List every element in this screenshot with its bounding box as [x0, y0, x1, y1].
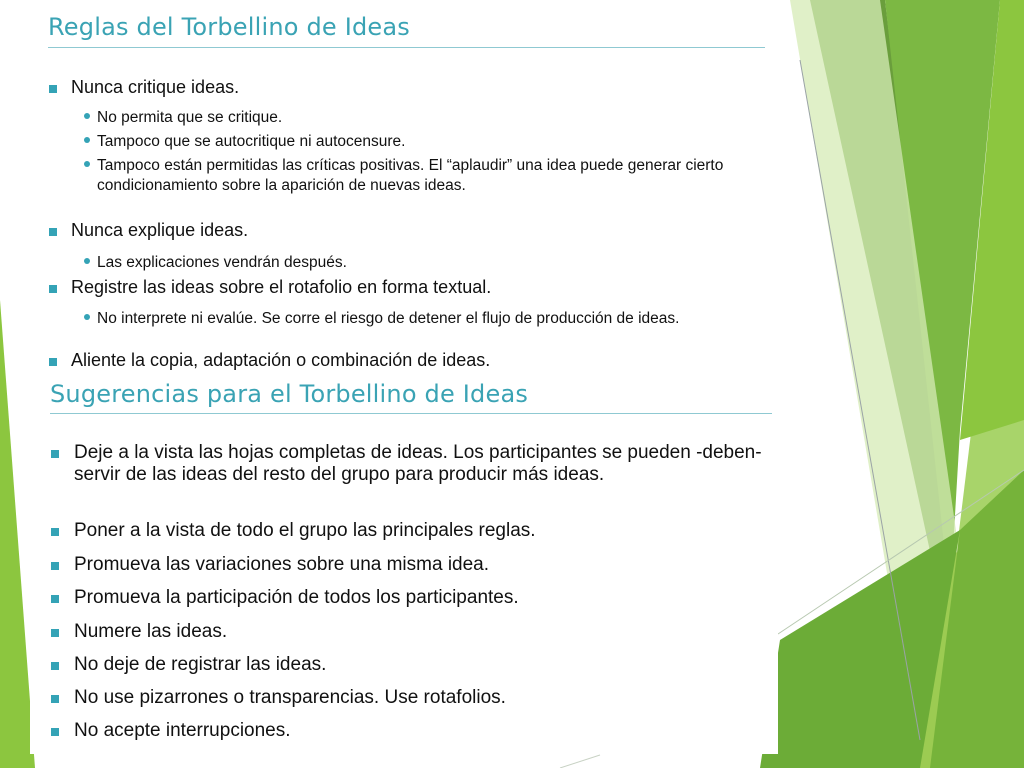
rule-subitem: No interprete ni evalúe. Se corre el riesgo de detener el flujo de producción de ideas.	[97, 310, 680, 327]
square-bullet-icon	[51, 695, 59, 703]
suggestion-item: Promueva las variaciones sobre una misma idea.	[74, 554, 490, 575]
square-bullet-icon	[49, 85, 57, 93]
suggestions-title-underline	[50, 413, 772, 414]
suggestion-item: No acepte interrupciones.	[74, 720, 291, 741]
square-bullet-icon	[51, 595, 59, 603]
suggestion-item: No use pizarrones o transparencias. Use rotafolios.	[74, 687, 506, 708]
square-bullet-icon	[51, 450, 59, 458]
rule-item: Registre las ideas sobre el rotafolio en forma textual.	[71, 277, 492, 297]
rule-subitem: Tampoco están permitidas las críticas positivas. El “aplaudir” una idea puede generar cierto condicionamiento sobre la aparición de nuevas ideas.	[97, 157, 724, 194]
rules-panel	[30, 0, 778, 378]
rule-subitem: Las explicaciones vendrán después.	[97, 254, 347, 271]
rule-subitem: Tampoco que se autocritique ni autocensure.	[97, 133, 406, 150]
square-bullet-icon	[49, 285, 57, 293]
round-bullet-icon	[84, 161, 90, 167]
square-bullet-icon	[49, 358, 57, 366]
round-bullet-icon	[84, 113, 90, 119]
square-bullet-icon	[51, 528, 59, 536]
square-bullet-icon	[49, 228, 57, 236]
suggestion-item: Deje a la vista las hojas completas de ideas. Los participantes se pueden -deben- servir de las ideas del resto del grupo para producir más ideas.	[74, 442, 762, 485]
rules-title: Reglas del Torbellino de Ideas	[48, 13, 410, 41]
rule-subitem: No permita que se critique.	[97, 109, 283, 126]
round-bullet-icon	[84, 314, 90, 320]
thin-line-3	[560, 755, 600, 768]
suggestions-panel	[30, 378, 778, 754]
square-bullet-icon	[51, 728, 59, 736]
square-bullet-icon	[51, 662, 59, 670]
rules-title-underline	[48, 47, 765, 48]
rule-item: Nunca explique ideas.	[71, 220, 249, 240]
suggestion-item: No deje de registrar las ideas.	[74, 654, 327, 675]
square-bullet-icon	[51, 629, 59, 637]
rule-item: Nunca critique ideas.	[71, 77, 240, 97]
square-bullet-icon	[51, 562, 59, 570]
suggestion-item: Poner a la vista de todo el grupo las principales reglas.	[74, 520, 536, 541]
suggestion-item: Numere las ideas.	[74, 621, 228, 642]
rule-item: Aliente la copia, adaptación o combinación de ideas.	[71, 350, 491, 370]
round-bullet-icon	[84, 137, 90, 143]
suggestions-title: Sugerencias para el Torbellino de Ideas	[50, 380, 529, 408]
round-bullet-icon	[84, 258, 90, 264]
suggestion-item: Promueva la participación de todos los participantes.	[74, 587, 519, 608]
